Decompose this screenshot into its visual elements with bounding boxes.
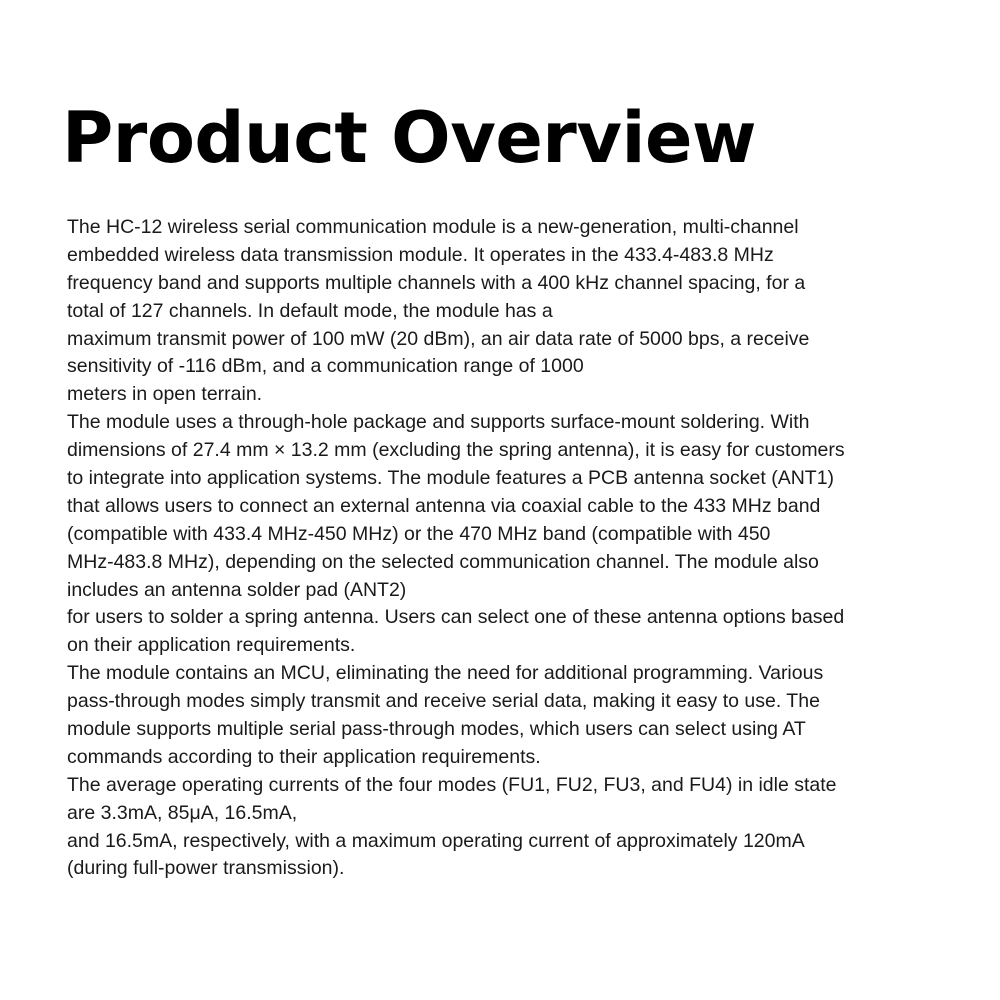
text-line: The module uses a through-hole package and supports surface-mount soldering. With xyxy=(67,411,810,434)
text-line: are 3.3mA, 85μA, 16.5mA, xyxy=(67,801,298,824)
text-line: frequency band and supports multiple channels with a 400 kHz channel spacing, for a xyxy=(67,271,806,294)
text-line: that allows users to connect an external antenna via coaxial cable to the 433 MHz band xyxy=(67,494,821,517)
text-line: maximum transmit power of 100 mW (20 dBm), an air data rate of 5000 bps, a receive xyxy=(67,327,810,350)
text-line: The average operating currents of the four modes (FU1, FU2, FU3, and FU4) in idle state xyxy=(67,773,837,796)
text-line: on their application requirements. xyxy=(67,634,356,657)
text-line: for users to solder a spring antenna. Users can select one of these antenna options based xyxy=(67,606,845,629)
text-line: sensitivity of -116 dBm, and a communication range of 1000 xyxy=(67,355,584,378)
text-line: The module contains an MCU, eliminating the need for additional programming. Various xyxy=(67,662,824,685)
text-line: pass-through modes simply transmit and receive serial data, making it easy to use. The xyxy=(67,690,820,713)
text-line: total of 127 channels. In default mode, the module has a xyxy=(67,299,553,322)
text-line: commands according to their application requirements. xyxy=(67,745,541,768)
text-line: meters in open terrain. xyxy=(67,383,263,406)
text-line: module supports multiple serial pass-through modes, which users can select using AT xyxy=(67,718,806,741)
page-title: Product Overview xyxy=(62,97,757,179)
text-line: dimensions of 27.4 mm × 13.2 mm (excluding the spring antenna), it is easy for customers xyxy=(67,439,845,462)
text-line: (compatible with 433.4 MHz-450 MHz) or the 470 MHz band (compatible with 450 xyxy=(67,522,771,545)
text-line: embedded wireless data transmission module. It operates in the 433.4-483.8 MHz xyxy=(67,243,774,266)
text-line: MHz-483.8 MHz), depending on the selected communication channel. The module also xyxy=(67,550,819,573)
text-line: The HC-12 wireless serial communication module is a new-generation, multi-channel xyxy=(67,216,799,238)
overview-body xyxy=(67,214,947,883)
text-line: includes an antenna solder pad (ANT2) xyxy=(67,578,407,601)
text-line: (during full-power transmission). xyxy=(67,857,345,880)
text-line: and 16.5mA, respectively, with a maximum operating current of approximately 120mA xyxy=(67,829,805,852)
text-line: to integrate into application systems. The module features a PCB antenna socket (ANT1) xyxy=(67,467,835,490)
